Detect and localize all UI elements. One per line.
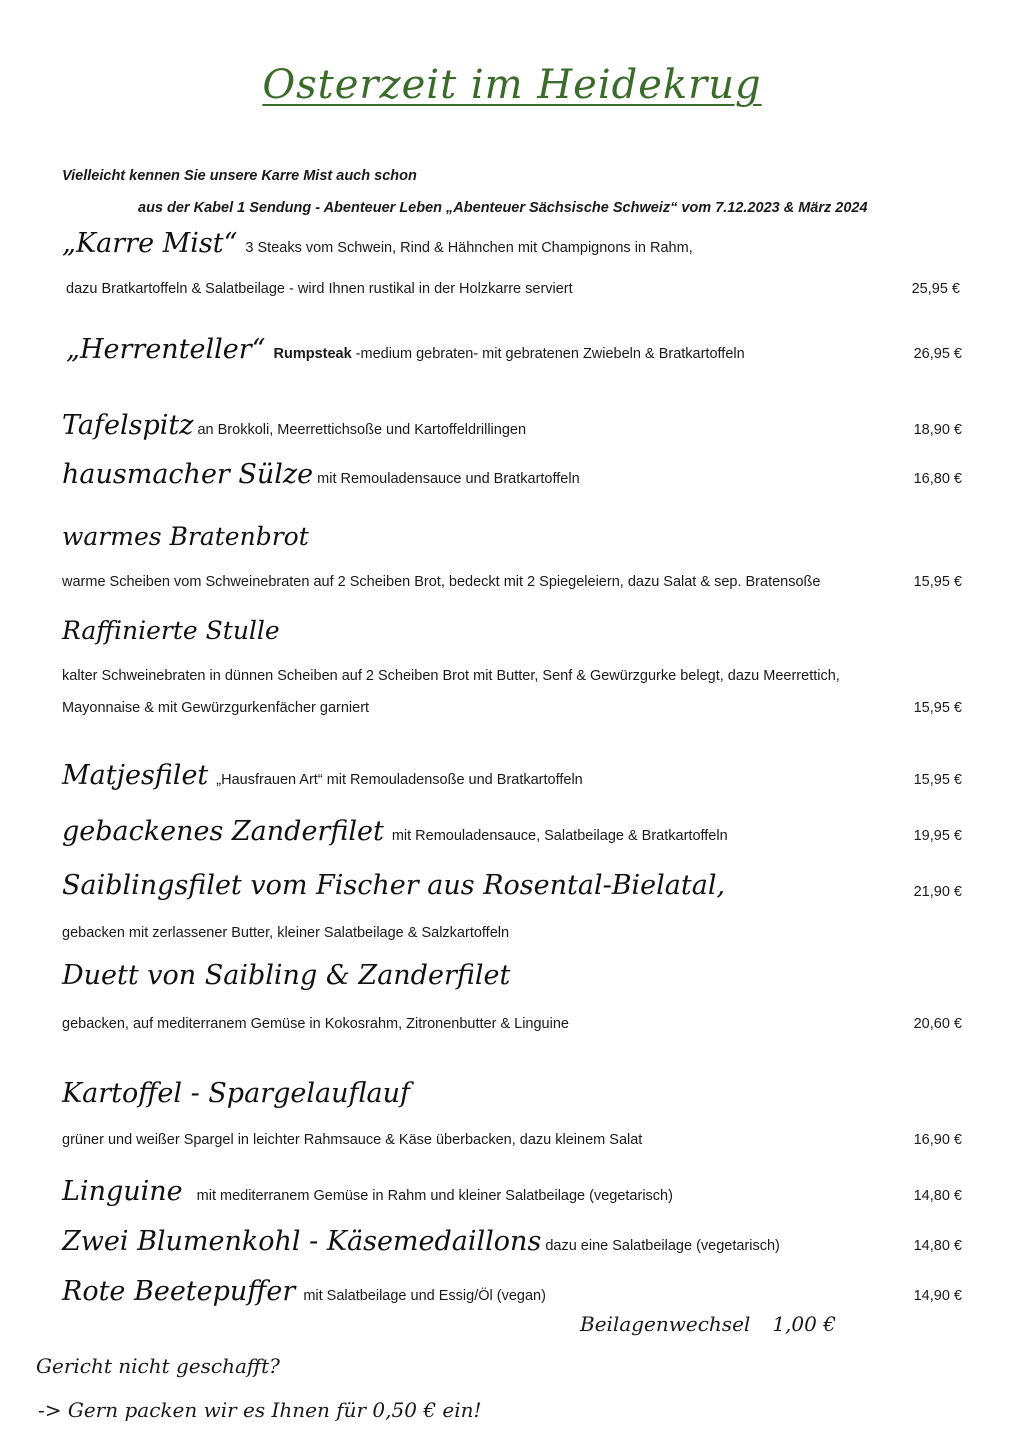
dish-description: kalter Schweinebraten in dünnen Scheiben auf 2 Scheiben Brot mit Butter, Senf & Gewürzgurke belegt, dazu Meerrettich, [62,668,840,684]
dish-description-cont: Mayonnaise & mit Gewürzgurkenfächer garniert [62,700,370,716]
dish-name: Rote Beetepuffer [62,1276,296,1307]
dish-description-cont: dazu Bratkartoffeln & Salatbeilage - wird Ihnen rustikal in der Holzkarre serviert [66,281,573,297]
dish-description-bold: Rumpsteak [273,346,352,362]
menu-item-zanderfilet [62,816,728,847]
dish-price: 25,95 € [911,281,960,297]
dish-description: warme Scheiben vom Schweinebraten auf 2 Scheiben Brot, bedeckt mit 2 Spiegeleiern, dazu Salat & sep. Bratensoße [62,574,821,590]
dish-price: 14,90 € [913,1288,962,1304]
dish-price: 19,95 € [913,828,962,844]
menu-item-rote-beetepuffer [62,1276,546,1307]
intro-line-1: Vielleicht kennen Sie unsere Karre Mist auch schon [62,168,417,184]
dish-name: warmes Bratenbrot [62,522,309,551]
intro-line-2: aus der Kabel 1 Sendung - Abenteuer Leben „Abenteuer Sächsische Schweiz“ vom 7.12.2023 & März 2024 [138,200,868,216]
dish-price: 18,90 € [913,422,962,438]
dish-name: Raffinierte Stulle [62,616,280,645]
page-title: Osterzeit im Heidekrug [262,62,762,108]
side-change-label: Beilagenwechsel [580,1312,751,1336]
footer-line-2: -> Gern packen wir es Ihnen für 0,50 € ein! [38,1398,482,1422]
menu-item-matjesfilet [62,760,583,791]
dish-price: 15,95 € [913,772,962,788]
dish-name: Zwei Blumenkohl - Käsemedaillons [62,1226,542,1257]
dish-name: „Karre Mist“ [62,228,238,259]
dish-description: mit mediterranem Gemüse in Rahm und kleiner Salatbeilage (vegetarisch) [196,1188,673,1204]
dish-description: gebacken, auf mediterranem Gemüse in Kokosrahm, Zitronenbutter & Linguine [62,1016,569,1032]
dish-description: grüner und weißer Spargel in leichter Rahmsauce & Käse überbacken, dazu kleinem Salat [62,1132,643,1148]
side-change-price: 1,00 € [772,1312,836,1336]
dish-price: 20,60 € [913,1016,962,1032]
dish-price: 15,95 € [913,700,962,716]
dish-price: 14,80 € [913,1188,962,1204]
dish-name: Duett von Saibling & Zanderfilet [62,960,511,991]
menu-item-karre-mist [62,228,693,259]
menu-item-linguine [62,1176,673,1207]
dish-name: Tafelspitz [62,410,194,441]
menu-item-herrenteller [66,334,745,365]
dish-description: -medium gebraten- mit gebratenen Zwiebeln & Bratkartoffeln [355,346,745,362]
dish-description: mit Salatbeilage und Essig/Öl (vegan) [303,1288,546,1304]
dish-description: an Brokkoli, Meerrettichsoße und Kartoffeldrillingen [197,422,527,438]
dish-name: Linguine [62,1176,183,1207]
dish-name: Matjesfilet [62,760,209,791]
dish-price: 15,95 € [913,574,962,590]
dish-price: 16,90 € [913,1132,962,1148]
dish-name: hausmacher Sülze [62,459,314,490]
dish-name: Saiblingsfilet vom Fischer aus Rosental-Bielatal, [62,870,726,901]
dish-name: Kartoffel - Spargelauflauf [62,1078,410,1109]
menu-item-blumenkohl [62,1226,780,1257]
menu-item-tafelspitz [62,410,526,441]
dish-description: mit Remouladensauce und Bratkartoffeln [317,471,580,487]
dish-price: 21,90 € [913,884,962,900]
dish-description: 3 Steaks vom Schwein, Rind & Hähnchen mit Champignons in Rahm, [245,240,693,256]
dish-description: mit Remouladensauce, Salatbeilage & Bratkartoffeln [391,828,728,844]
dish-description: „Hausfrauen Art“ mit Remouladensoße und Bratkartoffeln [216,772,583,788]
dish-name: „Herrenteller“ [66,334,266,365]
dish-price: 14,80 € [913,1238,962,1254]
dish-name: gebackenes Zanderfilet [62,816,384,847]
side-change-note [580,1312,836,1336]
dish-description: dazu eine Salatbeilage (vegetarisch) [545,1238,780,1254]
menu-item-suelze [62,459,580,490]
dish-price: 26,95 € [913,346,962,362]
dish-description: gebacken mit zerlassener Butter, kleiner Salatbeilage & Salzkartoffeln [62,925,510,941]
footer-line-1: Gericht nicht geschafft? [36,1354,280,1378]
dish-price: 16,80 € [913,471,962,487]
